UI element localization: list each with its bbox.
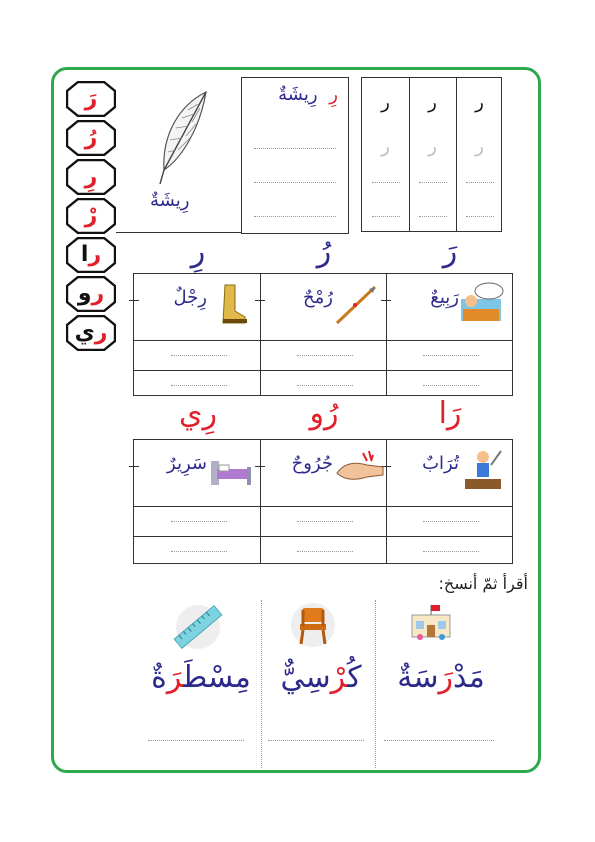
column-divider bbox=[260, 440, 261, 563]
letter-sample: ر bbox=[428, 92, 437, 113]
badge-vowel-letter: ي bbox=[74, 320, 95, 345]
row-word: تُرَابٌ bbox=[422, 453, 459, 474]
dotted-line bbox=[466, 216, 494, 217]
bed-icon bbox=[207, 447, 255, 491]
bottom-word-char: م bbox=[468, 660, 485, 695]
letter-badge bbox=[66, 198, 116, 234]
dotted-line bbox=[297, 521, 353, 522]
bottom-word-char: ط bbox=[183, 660, 209, 695]
dotted-line bbox=[297, 355, 353, 356]
letter-badge bbox=[66, 159, 116, 195]
row-word: رِجْلٌ bbox=[173, 287, 207, 308]
bottom-word-char: س bbox=[413, 660, 439, 695]
dash bbox=[255, 466, 265, 467]
dotted-line bbox=[423, 521, 479, 522]
bottom-word-char: م bbox=[234, 660, 251, 695]
dotted-line bbox=[372, 216, 400, 217]
dotted-line bbox=[297, 385, 353, 386]
letter-sample: ر bbox=[381, 92, 390, 113]
badge-letter bbox=[66, 276, 116, 312]
dotted-line bbox=[171, 551, 227, 552]
dotted-line bbox=[423, 385, 479, 386]
bottom-word-char: ر bbox=[330, 660, 348, 695]
column-letter-header: رَا bbox=[438, 396, 462, 431]
column-letter-header: رِ bbox=[190, 234, 206, 269]
badge-vowel-letter: ا bbox=[80, 242, 89, 267]
badge-ra: رْ bbox=[84, 203, 98, 228]
feather-icon bbox=[148, 88, 218, 188]
row-word: رُمْحٌ bbox=[303, 287, 333, 308]
spear-icon bbox=[333, 281, 381, 325]
bottom-word-char: ر bbox=[438, 660, 453, 695]
bottom-word-char: س bbox=[305, 660, 331, 695]
letter-sample: ر bbox=[475, 92, 484, 113]
dash bbox=[129, 466, 139, 467]
row-divider bbox=[134, 506, 512, 507]
boot-icon bbox=[207, 281, 255, 325]
farmer-icon bbox=[459, 447, 507, 491]
badge-letter bbox=[66, 159, 116, 195]
dotted-line bbox=[254, 148, 336, 149]
dotted-line bbox=[423, 355, 479, 356]
chair-icon bbox=[290, 602, 336, 648]
badge-ra: رِ bbox=[84, 164, 98, 189]
letter-badge bbox=[66, 120, 116, 156]
school-icon bbox=[408, 603, 454, 641]
letter-badge bbox=[66, 276, 116, 312]
badge-letter bbox=[66, 198, 116, 234]
badge-ra: رَ bbox=[84, 86, 98, 111]
badge-letter bbox=[66, 81, 116, 117]
badge-letter bbox=[66, 315, 116, 351]
dotted-line bbox=[171, 385, 227, 386]
dotted-line bbox=[423, 551, 479, 552]
row-divider bbox=[134, 340, 512, 341]
divider bbox=[116, 232, 242, 233]
dotted-line bbox=[419, 182, 447, 183]
box-word: رِيشَةٌ bbox=[278, 84, 318, 105]
bottom-word-char: ة bbox=[397, 660, 414, 695]
column-divider bbox=[261, 600, 262, 768]
letter-badge bbox=[66, 81, 116, 117]
dash bbox=[255, 300, 265, 301]
bottom-word-char: ي bbox=[280, 660, 306, 695]
letter-badge bbox=[66, 237, 116, 273]
row-divider bbox=[134, 536, 512, 537]
letter-badge bbox=[66, 315, 116, 351]
column-divider bbox=[260, 274, 261, 395]
row-divider bbox=[134, 370, 512, 371]
row-word: سَرِيرٌ bbox=[167, 453, 207, 474]
bottom-word-char: د bbox=[452, 660, 469, 695]
dotted-line bbox=[466, 182, 494, 183]
letter-trace: ر bbox=[475, 136, 484, 157]
bottom-word bbox=[146, 660, 256, 695]
column-divider bbox=[386, 274, 387, 395]
column-letter-header: رُو bbox=[309, 396, 339, 431]
dash bbox=[381, 300, 391, 301]
highlight-letter: رِ bbox=[329, 84, 338, 105]
word-line bbox=[278, 84, 338, 105]
dotted-line bbox=[171, 521, 227, 522]
ruler-icon bbox=[170, 604, 226, 650]
dotted-line bbox=[268, 740, 364, 741]
badge-ra: رُ bbox=[84, 125, 98, 150]
badge-letter bbox=[66, 120, 116, 156]
letter-tracing-box bbox=[361, 77, 502, 232]
letter-trace: ر bbox=[381, 136, 390, 157]
feather-word: رِيشَةٌ bbox=[150, 190, 190, 211]
dash bbox=[129, 300, 139, 301]
badge-ra: ر bbox=[94, 320, 108, 345]
bottom-word bbox=[386, 660, 496, 695]
dotted-line bbox=[254, 216, 336, 217]
badge-ra: ر bbox=[91, 281, 105, 306]
bottom-word-char: ر bbox=[166, 660, 184, 695]
column-letter-header: رَ bbox=[442, 234, 458, 269]
bottom-word bbox=[266, 660, 376, 695]
dotted-line bbox=[297, 551, 353, 552]
bottom-word-char: ك bbox=[347, 660, 362, 695]
garden-icon bbox=[459, 281, 507, 325]
instruction-text: أقرأ ثمّ أنسخ: bbox=[438, 574, 528, 593]
row-word: جُرُوحٌ bbox=[291, 453, 333, 474]
bottom-word-char: س bbox=[208, 660, 235, 695]
dotted-line bbox=[384, 740, 494, 741]
badge-letter bbox=[66, 237, 116, 273]
dotted-line bbox=[254, 182, 336, 183]
column-letter-header: رِي bbox=[179, 396, 217, 431]
badge-ra: ر bbox=[88, 242, 102, 267]
dotted-line bbox=[372, 182, 400, 183]
wounded-hand-icon bbox=[333, 447, 381, 491]
row-word: رَبِيعٌ bbox=[430, 287, 459, 308]
dotted-line bbox=[171, 355, 227, 356]
bottom-word-char: ة bbox=[151, 660, 167, 695]
dotted-line bbox=[419, 216, 447, 217]
letter-trace: ر bbox=[428, 136, 437, 157]
column-letter-header: رُ bbox=[316, 234, 332, 269]
word-writing-box bbox=[241, 77, 349, 234]
dotted-line bbox=[148, 740, 244, 741]
badge-vowel-letter: و bbox=[77, 281, 92, 306]
